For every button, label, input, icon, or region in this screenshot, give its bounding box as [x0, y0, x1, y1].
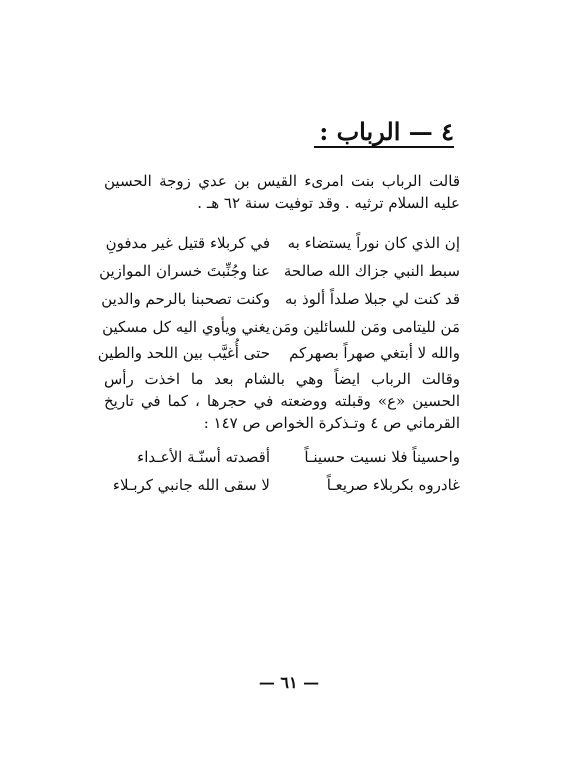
verse-line — [101, 288, 460, 310]
verse-first-hemistich: مَن لليتامى ومَن للسائلين ومَن — [271, 318, 460, 336]
page-number: — ٦١ — — [258, 673, 320, 692]
verse-line — [99, 260, 460, 282]
verse-second-hemistich: عنا وجُنِّبتَ خسران الموازين — [99, 262, 270, 280]
verse-first-hemistich: غادروه بكربلاء صريعـاً — [326, 476, 460, 494]
verse-first-hemistich: واحسيناً فلا نسيت حسينـاً — [304, 448, 460, 466]
verse-line — [104, 232, 460, 254]
verse-first-hemistich: إن الذي كان نوراً يستضاء به — [287, 234, 460, 252]
verse-first-hemistich: سبط النبي جزاك الله صالحة — [283, 262, 460, 280]
verse-line — [104, 474, 460, 496]
verse-line — [104, 446, 460, 468]
verse-second-hemistich: حتى أُغيَّب بين اللحد والطين — [97, 344, 270, 362]
second-paragraph: وقالت الرباب ايضاً وهي بالشام بعد ما اخذت رأس الحسين «ع» وقبلته ووضعته في حجرها ، كما في تاريخ القرماني ص ٤ وتـذكرة الخواص ص ١٤٧ : — [104, 370, 460, 432]
intro-paragraph: قالت الرباب بنت امرىء القيس بن عدي زوجة الحسين عليه السلام ترثيه . وقد توفيت سنة ٦٢ هـ . — [104, 172, 460, 212]
verse-second-hemistich: لا سقى الله جانبي كربـلاء — [112, 476, 270, 494]
section-heading: ٤ — الرباب : — [319, 117, 454, 146]
heading-underline — [314, 146, 454, 148]
verse-second-hemistich: في كربلاء قتيل غير مدفونِ — [105, 234, 270, 252]
verse-line — [104, 316, 460, 338]
verse-line — [97, 342, 460, 364]
verse-first-hemistich: والله لا أبتغي صهراً بصهركم — [289, 344, 460, 362]
verse-first-hemistich: قد كنت لي جبلا صلداً ألوذ به — [285, 290, 460, 308]
verse-second-hemistich: أقصدته أسنّـة الأعـداء — [137, 448, 270, 466]
verse-second-hemistich: وكنت تصحبنا بالرحم والدين — [101, 290, 270, 308]
verse-second-hemistich: يغني ويأوي اليه كل مسكين — [102, 318, 270, 336]
